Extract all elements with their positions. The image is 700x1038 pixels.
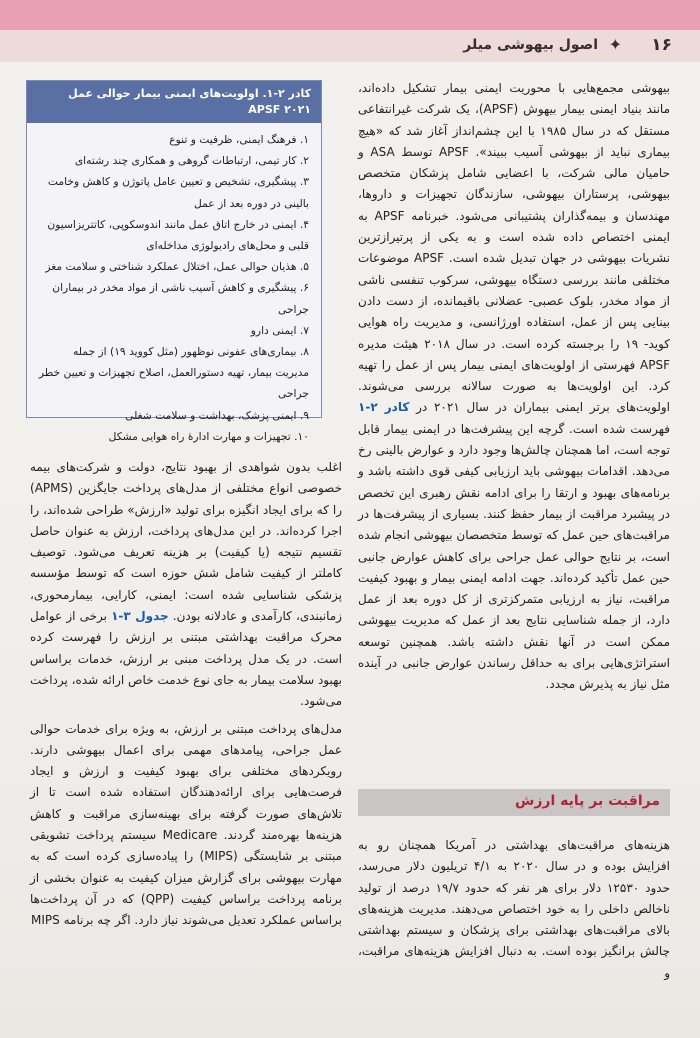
running-title: اصول بیهوشی میلر	[463, 37, 598, 53]
paragraph: مدل‌های پرداخت مبتنی بر ارزش، به ویژه برای خدمات حوالی عمل جراحی، پیامدهای مهمی برای اعمال بیهوشی دارند. رویکردهای مختلفی برای بهبود کیفیت و ارزش و ایجاد فرصت‌هایی برای ارائه‌دهندگان استفاده شده است تا از تلاش‌های صورت گرفته برای بهینه‌سازی مراقبت و کاهش هزینه‌ها بهره‌مند گردند. Medicare سیستم پرداخت تشویقی مبتنی بر شایستگی (MIPS) را پیاده‌سازی کرده است که به مهارت بیهوشی برای گزارش میزان کیفیت به عنوان بخشی از برنامه پرداخت براساس کیفیت (QPP) که در آن پرداخت‌ها براساس عملکرد تعدیل می‌شوند نیاز دارد. اگر چه برنامه MIPS	[30, 721, 342, 928]
section-heading	[358, 789, 670, 816]
paragraph: بیهوشی مجمع‌هایی با محوریت ایمنی بیمار تشکیل داده‌اند، مانند بنیاد ایمنی بیمار بیهوش (APSF)، یک شرکت غیرانتفاعی مستقل که در سال ۱۹۸۵ با این چشم‌انداز آغاز شد که «هیچ بیماری نباید از بیهوشی آسیب ببیند». APSF توسط ASA و حامیان مالی شرکت، با اعضایی شامل پزشکان متخصص بیهوشی، پرستاران بیهوشی، سازندگان تجهیزات و داروها، مهندسان و بیمه‌گذاران پشتیبانی می‌شود. خبرنامه APSF به ایمنی اختصاص داده شده است و به یکی از پرتیرازترین نشریات بیهوشی در جهان تبدیل شده است. APSF موضوعات مختلفی مانند بررسی دستگاه بیهوشی، سرکوب تنفسی ناشی از مواد مخدر، بلوک عصبی- عضلانی باقیمانده، از دست دادن بینایی پس از عمل، استفاده اورژانسی، و مدیریت راه هوایی کوید- ۱۹ را برجسته کرده است. در سال ۲۰۱۸ هیئت مدیره APSF فهرستی از اولویت‌های ایمنی بیمار پس از عمل را تهیه کرد. این اولویت‌ها به صورت سالانه بررسی می‌شوند. اولویت‌های برتر ایمنی بیماران در سال ۲۰۲۱ در کادر ۲-۱ فهرست شده است. گرچه این پیشرفت‌ها در ایمنی بیمار قابل توجه است، اما همچنان چالش‌ها وجود دارد و عوارض بالینی رخ می‌دهد. اقدامات بیهوشی باید ارزیابی کیفی قوی داشته باشد و برنامه‌های بهبود و ارتقا را برای ادامه نقش رهبری این تخصص در پیشبرد مراقبت از بیمار حفظ کنند. بسیاری از پیشرفت‌ها در مراقبت‌های حین عمل که توسط متخصصان بیهوشی انجام شده است، بر نتایج حوالی عمل جراحی برای کاهش عوارض جانبی حین عمل تأکید کرده‌اند. جهت ادامه ایمنی بیمار و بهبود کیفیت مراقبت، نیاز به ارزیابی متمرکزتری از کل دوره بعد از عمل دارد، از جمله شناسایی نتایج بعد از عمل که مدیریت بیهوشی ممکن است در آنها نقش داشته باشد. همچنین توسعه استراتژی‌هایی برای به حداقل رساندن عوارض جانبی در آینده مثل نیاز به پذیرش مجدد.	[358, 81, 671, 692]
box-list-item: ۴. ایمنی در خارج اتاق عمل مانند اندوسکوپی، کاتتریزاسیون قلبی و محل‌های رادیولوژی مداخله‌ای	[47, 217, 309, 253]
page-header	[0, 30, 700, 62]
priorities-box	[26, 80, 322, 443]
paragraph: هزینه‌های مراقبت‌های بهداشتی در آمریکا همچنان رو به افزایش بوده و در سال ۲۰۲۰ به ۴/۱ تریلیون دلار می‌رسد، حدود ۱۲۵۳۰ دلار برای هر نفر که حدود ۱۹/۷ درصد از تولید ناخالص داخلی را به خود اختصاص می‌دهند. مدیریت هزینه‌های بالای مراقبت‌های بهداشتی برای پزشکان و سیستم بهداشتی چالش برانگیز بوده است. به دنبال افزایش هزینه‌های مراقبت، و	[358, 838, 670, 980]
table-reference: جدول ۳-۱	[111, 609, 169, 624]
box-list-item: ۸. بیماری‌های عفونی نوظهور (مثل کووید ۱۹) از جمله مدیریت بیمار، تهیه دستورالعمل، اصلاح تجهیزات و تعیین خطر جراحی	[38, 345, 309, 401]
left-column-text	[30, 457, 342, 938]
top-color-band	[0, 0, 700, 30]
box-list-item: ۳. پیشگیری، تشخیص و تعیین عامل پاتوژن و کاهش وخامت بالینی در دوره بعد از عمل	[47, 175, 309, 210]
header-separator-icon: ✦	[608, 35, 622, 54]
section-body-text	[358, 835, 670, 990]
box-list-item: ۶. پیشگیری و کاهش آسیب ناشی از مواد مخدر در بیماران جراحی	[52, 281, 309, 316]
box-list-item: ۹. ایمنی پزشک، بهداشت و سلامت شغلی	[125, 408, 309, 422]
page-number: ۱۶	[651, 35, 672, 55]
paragraph: اغلب بدون شواهدی از بهبود نتایج، دولت و شرکت‌های بیمه خصوصی انواع مختلفی از مدل‌های پرداخت جایگزین (APMS) را که برای ایجاد انگیزه برای تولید «ارزش» طراحی شده‌اند، را اجرا کرده‌اند. در این مدل‌های پرداخت، ارزش به عنوان حاصل تقسیم نتیجه (یا کیفیت) بر هزینه تعریف می‌شود. توصیف کاملتر از کیفیت شامل شش حوزه است که توسط مؤسسه پزشکی شناسایی شده است: ایمنی، کارایی، بیمارمحوری، زمانبندی، کارآمدی و عادلانه بودن. جدول ۳-۱ برخی از عوامل محرک مراقبت بهداشتی مبتنی بر ارزش را فهرست کرده است. در یک مدل پرداخت مبنی بر ارزش، خدمات براساس بهبود سلامت بیمار به جای نوع خدمت خاص ارائه شده، پرداخت می‌شود.	[30, 460, 342, 709]
box-list-item: ۷. ایمنی دارو	[250, 323, 309, 337]
box-list-item: ۵. هذیان حوالی عمل، اختلال عملکرد شناختی و سلامت مغز	[45, 260, 309, 274]
box-list-item: ۲. کار تیمی، ارتباطات گروهی و همکاری چند رشته‌ای	[74, 154, 309, 168]
right-column-text	[358, 78, 670, 702]
box-reference: کادر ۲-۱	[358, 400, 410, 415]
box-list-item: ۱. فرهنگ ایمنی، ظرفیت و تنوع	[169, 133, 309, 146]
box-title: کادر ۲-۱. اولویت‌های ایمنی بیمار حوالی عمل APSF ۲۰۲۱	[27, 81, 321, 123]
box-list-item: ۱۰. تجهیزات و مهارت ادارهٔ راه هوایی مشکل	[108, 429, 309, 443]
section-title: مراقبت بر پایه ارزش	[515, 793, 660, 809]
box-list	[27, 129, 321, 447]
